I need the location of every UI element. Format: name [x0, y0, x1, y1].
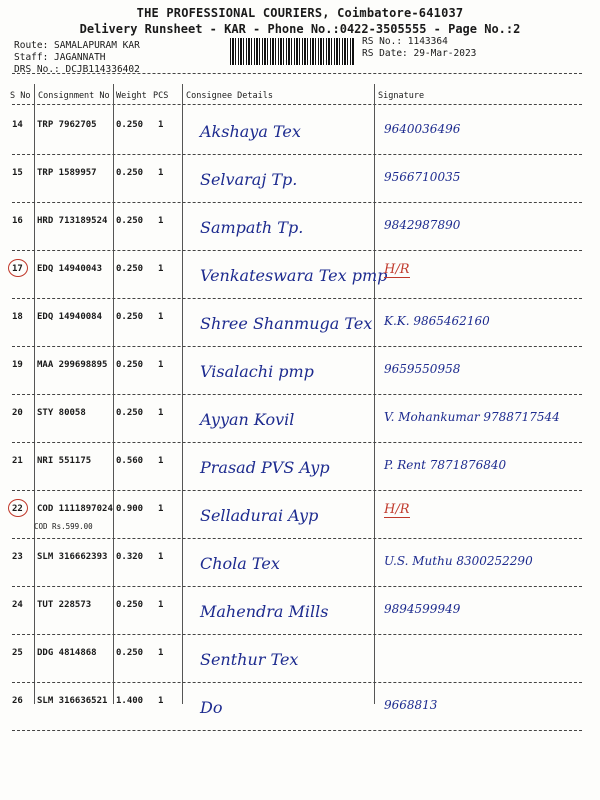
- row-divider: [12, 442, 582, 443]
- consignee-name: Chola Tex: [200, 554, 280, 573]
- hold-return-stamp: H/R: [384, 262, 410, 277]
- row-divider: [12, 346, 582, 347]
- weight-value: 0.900: [116, 504, 144, 514]
- signature-text: 9894599949: [384, 602, 461, 616]
- runsheet-title: THE PROFESSIONAL COURIERS, Coimbatore-641037: [136, 6, 464, 20]
- row-divider: [12, 730, 582, 731]
- signature-text: V. Mohankumar 9788717544: [384, 410, 560, 424]
- row-divider: [12, 298, 582, 299]
- serial-number: 24: [12, 600, 23, 610]
- serial-number: 14: [12, 120, 23, 130]
- pieces-count: 1: [158, 312, 164, 322]
- row-divider: [12, 490, 582, 491]
- pieces-count: 1: [158, 552, 164, 562]
- table-row: [0, 540, 600, 588]
- serial-number: 15: [12, 168, 23, 178]
- rs-number: RS No.: 1143364: [362, 36, 448, 47]
- consignment-number: EDQ 14940084: [37, 312, 103, 322]
- signature-text: 9668813: [384, 698, 438, 712]
- consignment-number: EDQ 14940043: [37, 264, 103, 274]
- consignee-name: Selvaraj Tp.: [200, 170, 298, 189]
- consignee-name: Prasad PVS Ayp: [200, 458, 330, 477]
- consignment-number: NRI 551175: [37, 456, 92, 466]
- row-divider: [12, 586, 582, 587]
- consignee-name: Visalachi pmp: [200, 362, 314, 381]
- serial-number: 21: [12, 456, 23, 466]
- barcode: [230, 38, 354, 65]
- consignment-number: COD 1111897024: [37, 504, 113, 514]
- signature-text: K.K. 9865462160: [384, 314, 490, 328]
- consignee-name: Akshaya Tex: [200, 122, 301, 141]
- consignment-number: STY 80058: [37, 408, 86, 418]
- consignee-name: Venkateswara Tex pmp: [200, 266, 388, 285]
- table-row: [0, 204, 600, 252]
- weight-value: 0.250: [116, 312, 144, 322]
- serial-number: 18: [12, 312, 23, 322]
- rs-date: RS Date: 29-Mar-2023: [362, 48, 477, 59]
- weight-value: 0.250: [116, 216, 144, 226]
- consignment-number: HRD 713189524: [37, 216, 108, 226]
- consignee-name: Selladurai Ayp: [200, 506, 319, 525]
- row-divider: [12, 682, 582, 683]
- serial-number: 19: [12, 360, 23, 370]
- weight-value: 0.320: [116, 552, 144, 562]
- row-divider: [12, 154, 582, 155]
- col-weight: Weight: [116, 91, 147, 101]
- route-label: Route: SAMALAPURAM KAR: [14, 40, 140, 51]
- signature-text: 9566710035: [384, 170, 461, 184]
- weight-value: 0.250: [116, 360, 144, 370]
- consignment-number: TRP 7962705: [37, 120, 97, 130]
- serial-number: 26: [12, 696, 23, 706]
- consignment-number: SLM 316636521: [37, 696, 108, 706]
- table-row: [0, 108, 600, 156]
- pieces-count: 1: [158, 600, 164, 610]
- weight-value: 0.250: [116, 408, 144, 418]
- pieces-count: 1: [158, 216, 164, 226]
- col-consignee: Consignee Details: [186, 91, 273, 101]
- pieces-count: 1: [158, 456, 164, 466]
- serial-number: 17: [12, 264, 23, 274]
- weight-value: 0.250: [116, 168, 144, 178]
- serial-number: 22: [12, 504, 23, 514]
- signature-text: U.S. Muthu 8300252290: [384, 554, 533, 568]
- row-divider: [12, 538, 582, 539]
- weight-value: 0.250: [116, 120, 144, 130]
- pieces-count: 1: [158, 120, 164, 130]
- pieces-count: 1: [158, 264, 164, 274]
- consignee-name: Ayyan Kovil: [200, 410, 295, 429]
- serial-number: 23: [12, 552, 23, 562]
- signature-text: P. Rent 7871876840: [384, 458, 507, 472]
- consignment-number: TUT 228573: [37, 600, 92, 610]
- pieces-count: 1: [158, 696, 164, 706]
- runsheet-subtitle: Delivery Runsheet - KAR - Phone No.:0422-3505555 - Page No.:2: [79, 22, 521, 36]
- consignment-number: DDG 4814868: [37, 648, 97, 658]
- row-divider: [12, 202, 582, 203]
- table-row: [0, 588, 600, 636]
- weight-value: 0.250: [116, 264, 144, 274]
- row-divider: [12, 250, 582, 251]
- table-row: [0, 156, 600, 204]
- consignment-number: TRP 1589957: [37, 168, 97, 178]
- signature-text: 9659550958: [384, 362, 461, 376]
- row-divider: [12, 634, 582, 635]
- divider: [12, 104, 582, 105]
- table-row: [0, 252, 600, 300]
- signature-text: 9640036496: [384, 122, 461, 136]
- col-sno: S No: [10, 91, 31, 101]
- row-divider: [12, 394, 582, 395]
- pieces-count: 1: [158, 504, 164, 514]
- weight-value: 0.250: [116, 600, 144, 610]
- table-row: [0, 348, 600, 396]
- drs-number: DRS No.: DCJB114336402: [14, 64, 140, 75]
- consignment-number: SLM 316662393: [37, 552, 108, 562]
- serial-number: 20: [12, 408, 23, 418]
- consignee-name: Do: [200, 698, 223, 717]
- table-row: [0, 300, 600, 348]
- col-pcs: PCS: [153, 91, 169, 101]
- weight-value: 0.560: [116, 456, 144, 466]
- cod-amount: COD Rs.599.00: [34, 522, 93, 531]
- table-row: [0, 396, 600, 444]
- serial-number: 16: [12, 216, 23, 226]
- table-row: [0, 444, 600, 492]
- consignment-number: MAA 299698895: [37, 360, 108, 370]
- table-row: [0, 636, 600, 684]
- weight-value: 1.400: [116, 696, 144, 706]
- col-signature: Signature: [378, 91, 425, 101]
- col-consignment: Consignment No: [38, 91, 110, 101]
- consignee-name: Sampath Tp.: [200, 218, 304, 237]
- weight-value: 0.250: [116, 648, 144, 658]
- consignee-name: Mahendra Mills: [200, 602, 329, 621]
- signature-text: 9842987890: [384, 218, 461, 232]
- serial-number: 25: [12, 648, 23, 658]
- table-row: [0, 492, 600, 540]
- pieces-count: 1: [158, 168, 164, 178]
- circled-marker: [8, 259, 28, 277]
- divider: [12, 73, 582, 74]
- pieces-count: 1: [158, 648, 164, 658]
- pieces-count: 1: [158, 408, 164, 418]
- consignee-name: Senthur Tex: [200, 650, 299, 669]
- staff-label: Staff: JAGANNATH: [14, 52, 106, 63]
- table-row: [0, 684, 600, 732]
- circled-marker: [8, 499, 28, 517]
- pieces-count: 1: [158, 360, 164, 370]
- consignee-name: Shree Shanmuga Tex: [200, 314, 373, 333]
- hold-return-stamp: H/R: [384, 502, 410, 517]
